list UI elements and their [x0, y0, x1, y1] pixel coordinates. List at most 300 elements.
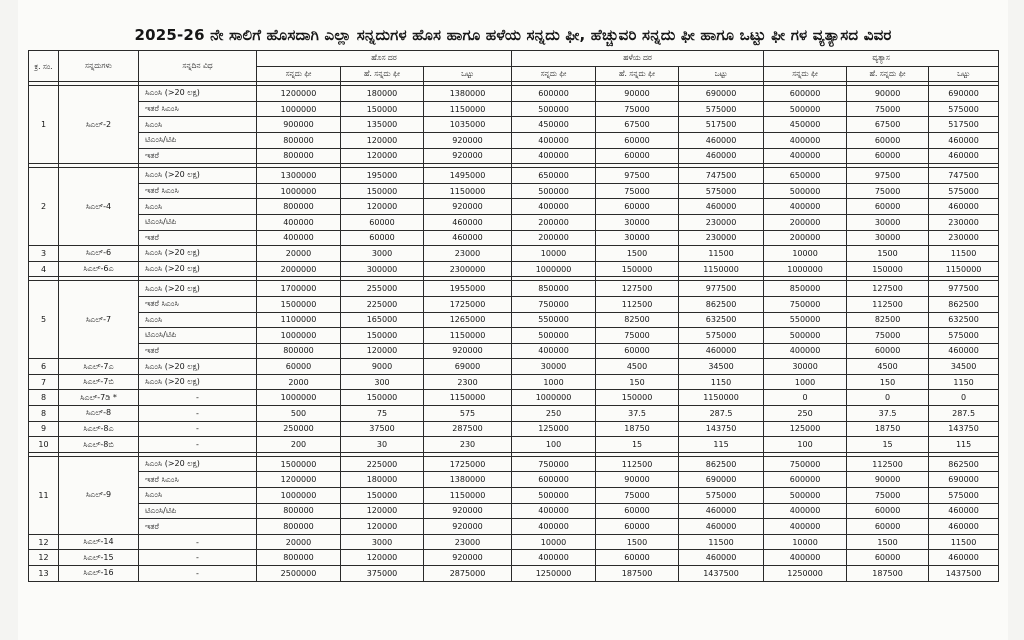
fee-value-cell: 250	[512, 406, 596, 422]
fee-value-cell: 120000	[341, 132, 424, 148]
fee-value-cell: 1200000	[257, 86, 341, 102]
fee-value-cell: 1000000	[512, 390, 596, 406]
licence-type-cell: ಇತರೆ	[139, 148, 257, 164]
fee-value-cell: 400000	[512, 503, 596, 519]
header-new-total: ಒಟ್ಟು	[424, 66, 512, 82]
fee-value-cell: 920000	[424, 199, 512, 215]
fee-value-cell: 90000	[596, 472, 679, 488]
fee-value-cell: 187500	[596, 566, 679, 582]
fee-value-cell: 34500	[679, 359, 764, 375]
fee-value-cell: 195000	[341, 168, 424, 184]
fee-value-cell: 2300000	[424, 261, 512, 277]
fee-value-cell: 3000	[341, 534, 424, 550]
fee-value-cell: 460000	[679, 519, 764, 535]
fee-value-cell: 850000	[764, 281, 847, 297]
fee-value-cell: 1000000	[257, 101, 341, 117]
fee-value-cell: 1100000	[257, 312, 341, 328]
fee-value-cell: 60000	[341, 214, 424, 230]
fee-value-cell: 1500	[596, 534, 679, 550]
licence-type-cell: ಇತರೆ ಸಿಎಂಸಿ	[139, 101, 257, 117]
fee-value-cell: 1000	[512, 374, 596, 390]
fee-value-cell: 69000	[424, 359, 512, 375]
fee-value-cell: 82500	[596, 312, 679, 328]
licence-type-cell: -	[139, 550, 257, 566]
table-header	[29, 51, 999, 82]
fee-value-cell: 75000	[847, 101, 929, 117]
table-row	[29, 312, 999, 328]
fee-value-cell: 400000	[512, 132, 596, 148]
fee-value-cell: 460000	[679, 550, 764, 566]
fee-value-cell: 920000	[424, 148, 512, 164]
table-row	[29, 296, 999, 312]
fee-value-cell: 150000	[341, 488, 424, 504]
licence-type-cell: ಸಿಎಂಸಿ (>20 ಲಕ್ಷ)	[139, 86, 257, 102]
fee-value-cell: 690000	[929, 86, 999, 102]
licence-fee-table	[28, 50, 999, 582]
fee-value-cell: 400000	[257, 230, 341, 246]
fee-value-cell: 143750	[929, 421, 999, 437]
fee-value-cell: 60000	[596, 519, 679, 535]
table-row	[29, 488, 999, 504]
licence-type-cell: ಸಿಎಂಸಿ	[139, 117, 257, 133]
fee-value-cell: 250	[764, 406, 847, 422]
fee-value-cell: 75000	[596, 328, 679, 344]
fee-value-cell: 150000	[341, 328, 424, 344]
licence-type-cell: ಸಿಎಂಸಿ	[139, 199, 257, 215]
fee-value-cell: 230000	[929, 214, 999, 230]
licence-name-cell: ಸಿಎಲ್-8ಬಿ	[59, 437, 139, 453]
table-row	[29, 503, 999, 519]
licence-name-cell: ಸಿಎಲ್-2	[59, 86, 139, 164]
fee-value-cell: 143750	[679, 421, 764, 437]
fee-value-cell: 34500	[929, 359, 999, 375]
table-body	[29, 82, 999, 581]
fee-value-cell: 1035000	[424, 117, 512, 133]
fee-value-cell: 550000	[512, 312, 596, 328]
licence-type-cell: ಸಿಎಂಸಿ (>20 ಲಕ್ಷ)	[139, 168, 257, 184]
fee-value-cell: 100	[512, 437, 596, 453]
fee-value-cell: 862500	[679, 296, 764, 312]
fee-value-cell: 400000	[764, 132, 847, 148]
table-row	[29, 199, 999, 215]
fee-value-cell: 460000	[929, 519, 999, 535]
serial-number-cell: 10	[29, 437, 59, 453]
fee-value-cell: 150000	[341, 101, 424, 117]
fee-value-cell: 575000	[929, 101, 999, 117]
fee-value-cell: 60000	[341, 230, 424, 246]
fee-value-cell: 127500	[847, 281, 929, 297]
fee-value-cell: 120000	[341, 550, 424, 566]
fee-value-cell: 250000	[257, 421, 341, 437]
serial-number-cell: 5	[29, 281, 59, 359]
fee-value-cell: 187500	[847, 566, 929, 582]
fee-value-cell: 150000	[596, 390, 679, 406]
licence-name-cell: ಸಿಎಲ್-7	[59, 281, 139, 359]
fee-value-cell: 150	[847, 374, 929, 390]
fee-value-cell: 60000	[847, 503, 929, 519]
fee-value-cell: 60000	[847, 199, 929, 215]
table-row	[29, 519, 999, 535]
fee-value-cell: 632500	[679, 312, 764, 328]
fee-value-cell: 11500	[929, 534, 999, 550]
fee-value-cell: 0	[929, 390, 999, 406]
fee-value-cell: 650000	[764, 168, 847, 184]
fee-value-cell: 1500000	[257, 456, 341, 472]
fee-value-cell: 600000	[764, 472, 847, 488]
fee-value-cell: 180000	[341, 472, 424, 488]
fee-value-cell: 460000	[679, 199, 764, 215]
fee-value-cell: 500000	[512, 101, 596, 117]
fee-value-cell: 460000	[424, 230, 512, 246]
fee-value-cell: 1150000	[929, 261, 999, 277]
fee-value-cell: 400000	[512, 519, 596, 535]
fee-value-cell: 460000	[929, 503, 999, 519]
fee-value-cell: 20000	[257, 246, 341, 262]
serial-number-cell: 2	[29, 168, 59, 246]
header-row-groups	[29, 51, 999, 67]
fee-value-cell: 1725000	[424, 456, 512, 472]
fee-value-cell: 800000	[257, 519, 341, 535]
fee-value-cell: 60000	[847, 550, 929, 566]
fee-value-cell: 127500	[596, 281, 679, 297]
licence-name-cell: ಸಿಎಲ್-14	[59, 534, 139, 550]
fee-value-cell: 300	[341, 374, 424, 390]
fee-value-cell: 575000	[679, 488, 764, 504]
fee-value-cell: 575000	[929, 183, 999, 199]
fee-value-cell: 100	[764, 437, 847, 453]
table-row	[29, 359, 999, 375]
fee-value-cell: 862500	[929, 296, 999, 312]
table-row	[29, 390, 999, 406]
fee-value-cell: 180000	[341, 86, 424, 102]
fee-value-cell: 200000	[512, 230, 596, 246]
fee-value-cell: 230000	[929, 230, 999, 246]
fee-value-cell: 690000	[679, 86, 764, 102]
fee-value-cell: 150000	[596, 261, 679, 277]
table-row	[29, 550, 999, 566]
table-row	[29, 183, 999, 199]
fee-value-cell: 500000	[764, 328, 847, 344]
fee-value-cell: 90000	[847, 86, 929, 102]
table-row	[29, 534, 999, 550]
fee-value-cell: 1000000	[512, 261, 596, 277]
fee-value-cell: 460000	[679, 343, 764, 359]
fee-value-cell: 920000	[424, 343, 512, 359]
fee-value-cell: 225000	[341, 296, 424, 312]
fee-value-cell: 400000	[764, 519, 847, 535]
fee-value-cell: 75000	[596, 183, 679, 199]
fee-value-cell: 112500	[596, 456, 679, 472]
fee-value-cell: 125000	[764, 421, 847, 437]
fee-value-cell: 115	[929, 437, 999, 453]
fee-value-cell: 60000	[596, 503, 679, 519]
serial-number-cell: 8	[29, 406, 59, 422]
fee-value-cell: 15	[847, 437, 929, 453]
fee-value-cell: 400000	[512, 148, 596, 164]
fee-value-cell: 800000	[257, 148, 341, 164]
fee-value-cell: 400000	[764, 503, 847, 519]
fee-value-cell: 750000	[512, 456, 596, 472]
fee-value-cell: 30000	[764, 359, 847, 375]
fee-value-cell: 60000	[847, 132, 929, 148]
fee-value-cell: 75000	[596, 101, 679, 117]
table-row	[29, 230, 999, 246]
fee-value-cell: 1700000	[257, 281, 341, 297]
licence-type-cell: -	[139, 421, 257, 437]
header-diff-extra-fee: ಹೆ. ಸನ್ನದು ಫೀ	[847, 66, 929, 82]
fee-value-cell: 1500	[596, 246, 679, 262]
fee-value-cell: 1265000	[424, 312, 512, 328]
fee-value-cell: 2500000	[257, 566, 341, 582]
fee-value-cell: 10000	[764, 246, 847, 262]
fee-value-cell: 10000	[764, 534, 847, 550]
licence-type-cell: ಸಿಎಂಸಿ (>20 ಲಕ್ಷ)	[139, 456, 257, 472]
fee-value-cell: 112500	[847, 456, 929, 472]
fee-value-cell: 1150	[929, 374, 999, 390]
fee-value-cell: 460000	[679, 148, 764, 164]
licence-type-cell: ಸಿಎಂಸಿ (>20 ಲಕ್ಷ)	[139, 246, 257, 262]
fee-value-cell: 920000	[424, 519, 512, 535]
fee-value-cell: 30000	[596, 214, 679, 230]
fee-value-cell: 90000	[596, 86, 679, 102]
fee-value-cell: 115	[679, 437, 764, 453]
fee-value-cell: 1200000	[257, 472, 341, 488]
table-row	[29, 117, 999, 133]
fee-value-cell: 1495000	[424, 168, 512, 184]
fee-value-cell: 650000	[512, 168, 596, 184]
licence-name-cell: ಸಿಎಲ್-4	[59, 168, 139, 246]
fee-value-cell: 1150000	[424, 183, 512, 199]
fee-value-cell: 30	[341, 437, 424, 453]
header-new-rate: ಹೊಸ ದರ	[257, 51, 512, 67]
fee-value-cell: 75000	[847, 488, 929, 504]
fee-value-cell: 200000	[764, 230, 847, 246]
fee-value-cell: 60000	[847, 519, 929, 535]
fee-value-cell: 400000	[764, 343, 847, 359]
fee-value-cell: 800000	[257, 550, 341, 566]
fee-value-cell: 135000	[341, 117, 424, 133]
fee-value-cell: 1000000	[257, 183, 341, 199]
table-row	[29, 101, 999, 117]
serial-number-cell: 12	[29, 534, 59, 550]
licence-type-cell: -	[139, 566, 257, 582]
fee-value-cell: 60000	[257, 359, 341, 375]
fee-value-cell: 67500	[596, 117, 679, 133]
fee-value-cell: 375000	[341, 566, 424, 582]
fee-value-cell: 150000	[341, 183, 424, 199]
fee-value-cell: 977500	[929, 281, 999, 297]
licence-type-cell: ಟಿಎಂಸಿ/ಟಿಪಿ	[139, 132, 257, 148]
fee-value-cell: 37.5	[596, 406, 679, 422]
fee-value-cell: 300000	[341, 261, 424, 277]
fee-value-cell: 400000	[512, 199, 596, 215]
fee-value-cell: 575	[424, 406, 512, 422]
fee-value-cell: 500000	[512, 328, 596, 344]
fee-value-cell: 400000	[764, 550, 847, 566]
licence-type-cell: ಟಿಎಂಸಿ/ಟಿಪಿ	[139, 503, 257, 519]
fee-value-cell: 500	[257, 406, 341, 422]
fee-value-cell: 20000	[257, 534, 341, 550]
fee-value-cell: 747500	[679, 168, 764, 184]
fee-value-cell: 150000	[847, 261, 929, 277]
fee-value-cell: 600000	[512, 86, 596, 102]
fee-value-cell: 37500	[341, 421, 424, 437]
fee-value-cell: 862500	[679, 456, 764, 472]
fee-value-cell: 750000	[764, 296, 847, 312]
serial-number-cell: 3	[29, 246, 59, 262]
licence-type-cell: ಇತರೆ ಸಿಎಂಸಿ	[139, 296, 257, 312]
licence-name-cell: ಸಿಎಲ್-8	[59, 406, 139, 422]
fee-value-cell: 1955000	[424, 281, 512, 297]
fee-value-cell: 4500	[847, 359, 929, 375]
fee-value-cell: 800000	[257, 199, 341, 215]
fee-value-cell: 690000	[679, 472, 764, 488]
fee-value-cell: 1380000	[424, 86, 512, 102]
fee-value-cell: 23000	[424, 534, 512, 550]
header-type: ಸನ್ನದಿನ ವಿಧ	[139, 51, 257, 82]
fee-value-cell: 125000	[512, 421, 596, 437]
table-row	[29, 168, 999, 184]
fee-value-cell: 1437500	[929, 566, 999, 582]
fee-value-cell: 460000	[679, 132, 764, 148]
table-row	[29, 566, 999, 582]
licence-type-cell: ಇತರೆ ಸಿಎಂಸಿ	[139, 472, 257, 488]
fee-value-cell: 230	[424, 437, 512, 453]
fee-value-cell: 460000	[929, 343, 999, 359]
fee-value-cell: 500000	[764, 101, 847, 117]
fee-value-cell: 1000	[764, 374, 847, 390]
table-row	[29, 343, 999, 359]
header-old-extra-fee: ಹೆ. ಸನ್ನದು ಫೀ	[596, 66, 679, 82]
serial-number-cell: 7	[29, 374, 59, 390]
fee-value-cell: 75000	[596, 488, 679, 504]
header-diff-fee: ಸನ್ನದು ಫೀ	[764, 66, 847, 82]
fee-value-cell: 900000	[257, 117, 341, 133]
licence-type-cell: ಸಿಎಂಸಿ (>20 ಲಕ್ಷ)	[139, 281, 257, 297]
document-page	[18, 0, 1008, 640]
licence-type-cell: ಇತರೆ	[139, 343, 257, 359]
fee-value-cell: 450000	[512, 117, 596, 133]
fee-value-cell: 750000	[512, 296, 596, 312]
fee-value-cell: 2000000	[257, 261, 341, 277]
table-row	[29, 214, 999, 230]
fee-value-cell: 800000	[257, 343, 341, 359]
fee-value-cell: 400000	[512, 343, 596, 359]
fee-value-cell: 60000	[596, 343, 679, 359]
fee-value-cell: 75	[341, 406, 424, 422]
fee-value-cell: 287.5	[679, 406, 764, 422]
licence-name-cell: ಸಿಎಲ್-8ಎ	[59, 421, 139, 437]
licence-name-cell: ಸಿಎಲ್-16	[59, 566, 139, 582]
fee-value-cell: 10000	[512, 246, 596, 262]
header-difference: ವ್ಯತ್ಯಾಸ	[764, 51, 999, 67]
fee-value-cell: 450000	[764, 117, 847, 133]
fee-value-cell: 575000	[929, 488, 999, 504]
fee-value-cell: 230000	[679, 214, 764, 230]
fee-value-cell: 30000	[847, 214, 929, 230]
fee-value-cell: 9000	[341, 359, 424, 375]
fee-value-cell: 0	[764, 390, 847, 406]
fee-value-cell: 1725000	[424, 296, 512, 312]
licence-type-cell: ಸಿಎಂಸಿ	[139, 312, 257, 328]
fee-value-cell: 460000	[424, 214, 512, 230]
fee-value-cell: 200000	[764, 214, 847, 230]
fee-value-cell: 750000	[764, 456, 847, 472]
fee-value-cell: 1150	[679, 374, 764, 390]
fee-value-cell: 90000	[847, 472, 929, 488]
fee-value-cell: 400000	[764, 199, 847, 215]
fee-value-cell: 15	[596, 437, 679, 453]
fee-value-cell: 11500	[679, 534, 764, 550]
fee-value-cell: 230000	[679, 230, 764, 246]
licence-type-cell: -	[139, 437, 257, 453]
table-row	[29, 456, 999, 472]
fee-value-cell: 30000	[512, 359, 596, 375]
fee-value-cell: 82500	[847, 312, 929, 328]
fee-value-cell: 112500	[847, 296, 929, 312]
fee-value-cell: 1300000	[257, 168, 341, 184]
fee-value-cell: 920000	[424, 503, 512, 519]
fee-value-cell: 60000	[596, 132, 679, 148]
fee-value-cell: 150	[596, 374, 679, 390]
licence-type-cell: ಸಿಎಂಸಿ	[139, 488, 257, 504]
fee-value-cell: 400000	[764, 148, 847, 164]
licence-name-cell: ಸಿಎಲ್-7ಡಿ *	[59, 390, 139, 406]
header-licence: ಸನ್ನದುಗಳು	[59, 51, 139, 82]
fee-value-cell: 2875000	[424, 566, 512, 582]
fee-value-cell: 862500	[929, 456, 999, 472]
fee-value-cell: 1150000	[424, 328, 512, 344]
licence-type-cell: ಸಿಎಂಸಿ (>20 ಲಕ್ಷ)	[139, 374, 257, 390]
fee-value-cell: 460000	[929, 550, 999, 566]
fee-value-cell: 18750	[596, 421, 679, 437]
licence-type-cell: -	[139, 390, 257, 406]
fee-value-cell: 850000	[512, 281, 596, 297]
fee-value-cell: 1000000	[257, 390, 341, 406]
fee-value-cell: 287500	[424, 421, 512, 437]
licence-name-cell: ಸಿಎಲ್-6	[59, 246, 139, 262]
header-diff-total: ಒಟ್ಟು	[929, 66, 999, 82]
table-row	[29, 421, 999, 437]
licence-name-cell: ಸಿಎಲ್-6ಎ	[59, 261, 139, 277]
table-row	[29, 406, 999, 422]
fee-value-cell: 1150000	[424, 390, 512, 406]
fee-value-cell: 200	[257, 437, 341, 453]
fee-value-cell: 23000	[424, 246, 512, 262]
fee-value-cell: 112500	[596, 296, 679, 312]
fee-value-cell: 60000	[596, 148, 679, 164]
fee-value-cell: 500000	[764, 488, 847, 504]
fee-value-cell: 150000	[341, 390, 424, 406]
fee-value-cell: 4500	[596, 359, 679, 375]
fee-value-cell: 200000	[512, 214, 596, 230]
fee-value-cell: 3000	[341, 246, 424, 262]
licence-name-cell: ಸಿಎಲ್-7ಎ	[59, 359, 139, 375]
licence-type-cell: -	[139, 406, 257, 422]
fee-value-cell: 400000	[512, 550, 596, 566]
fee-value-cell: 287.5	[929, 406, 999, 422]
table-row	[29, 281, 999, 297]
fee-value-cell: 460000	[679, 503, 764, 519]
fee-value-cell: 575000	[679, 328, 764, 344]
fee-value-cell: 2000	[257, 374, 341, 390]
licence-type-cell: ಇತರೆ	[139, 230, 257, 246]
fee-value-cell: 120000	[341, 199, 424, 215]
fee-value-cell: 460000	[929, 199, 999, 215]
fee-value-cell: 1150000	[679, 261, 764, 277]
table-row	[29, 261, 999, 277]
fee-value-cell: 67500	[847, 117, 929, 133]
